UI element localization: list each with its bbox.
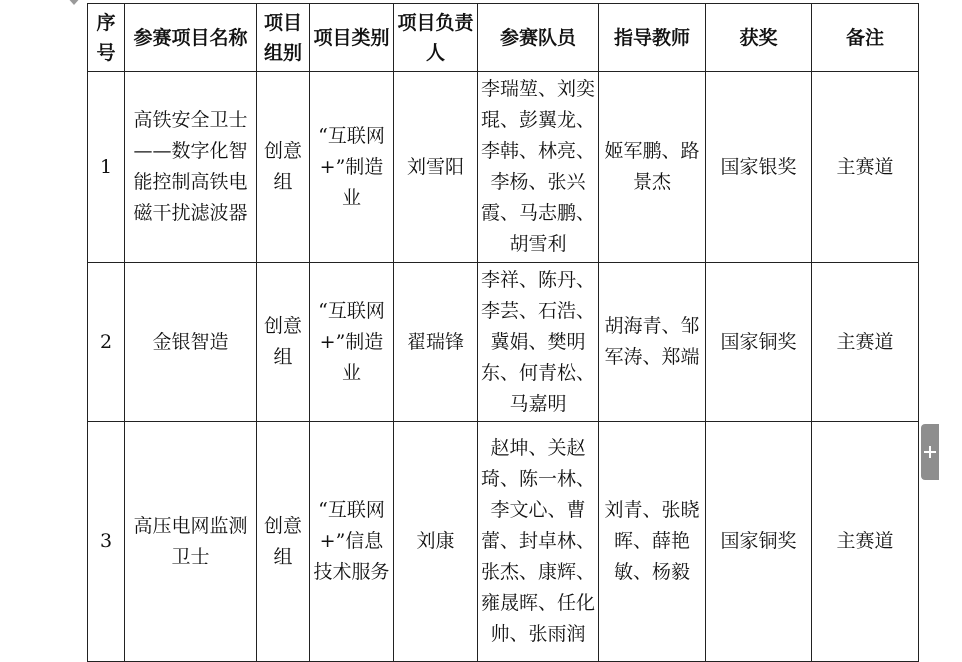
cell-remark: 主赛道 [812, 72, 919, 263]
table-header-row [88, 4, 919, 72]
header-group: 项目组别 [257, 4, 310, 72]
cell-remark: 主赛道 [812, 422, 919, 662]
corner-marker-icon [66, 0, 82, 6]
cell-teachers: 刘青、张晓晖、薛艳敏、杨毅 [599, 422, 706, 662]
header-leader: 项目负责人 [394, 4, 478, 72]
header-project: 参赛项目名称 [125, 4, 257, 72]
cell-teachers: 姬军鹏、路景杰 [599, 72, 706, 263]
award-table [87, 3, 919, 662]
cell-project: 金银智造 [125, 263, 257, 422]
table-row [88, 263, 919, 422]
cell-members: 李祥、陈丹、李芸、石浩、冀娟、樊明东、何青松、马嘉明 [478, 263, 599, 422]
cell-category: “互联网+”制造业 [310, 263, 394, 422]
cell-leader: 刘雪阳 [394, 72, 478, 263]
cell-leader: 刘康 [394, 422, 478, 662]
header-award: 获奖 [706, 4, 812, 72]
cell-project: 高铁安全卫士——数字化智能控制高铁电磁干扰滤波器 [125, 72, 257, 263]
cell-members: 赵坤、关赵琦、陈一林、李文心、曹蕾、封卓林、张杰、康辉、雍晟晖、任化帅、张雨润 [478, 422, 599, 662]
cell-teachers: 胡海青、邹军涛、郑端 [599, 263, 706, 422]
table-row [88, 422, 919, 662]
header-category: 项目类别 [310, 4, 394, 72]
cell-members: 李瑞堃、刘奕琨、彭翼龙、李韩、林亮、李杨、张兴霞、马志鹏、胡雪利 [478, 72, 599, 263]
plus-icon [924, 446, 936, 458]
cell-award: 国家铜奖 [706, 422, 812, 662]
cell-category: “互联网+”制造业 [310, 72, 394, 263]
cell-award: 国家银奖 [706, 72, 812, 263]
cell-category: “互联网+”信息技术服务 [310, 422, 394, 662]
header-no: 序号 [88, 4, 125, 72]
expand-button[interactable] [921, 424, 939, 480]
cell-leader: 翟瑞锋 [394, 263, 478, 422]
cell-no: 3 [88, 422, 125, 662]
table-row [88, 72, 919, 263]
cell-project: 高压电网监测卫士 [125, 422, 257, 662]
header-teachers: 指导教师 [599, 4, 706, 72]
cell-group: 创意组 [257, 72, 310, 263]
header-members: 参赛队员 [478, 4, 599, 72]
cell-no: 2 [88, 263, 125, 422]
cell-group: 创意组 [257, 422, 310, 662]
cell-no: 1 [88, 72, 125, 263]
header-remark: 备注 [812, 4, 919, 72]
cell-remark: 主赛道 [812, 263, 919, 422]
cell-award: 国家铜奖 [706, 263, 812, 422]
cell-group: 创意组 [257, 263, 310, 422]
